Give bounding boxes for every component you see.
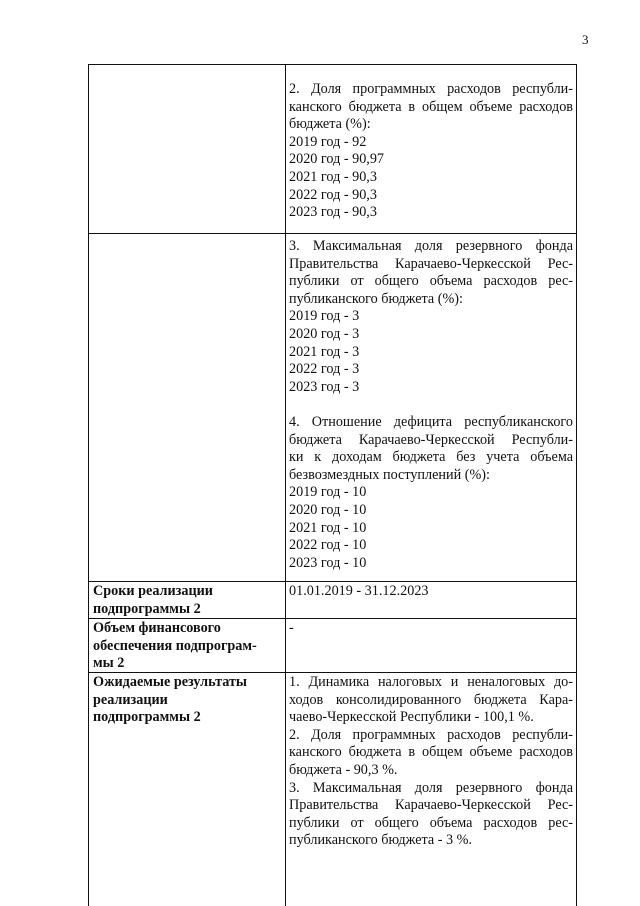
text-line: 4. Отношение дефицита республиканского	[289, 413, 573, 430]
text-line: ходов консолидированного бюджета Кара-	[289, 691, 573, 708]
column-divider	[285, 65, 286, 906]
text-line: безвозмездных поступлений (%):	[289, 466, 490, 483]
text-line: реализации	[93, 691, 168, 708]
text-line: публики от общего объема расходов рес-	[289, 273, 573, 290]
text-line: бюджета - 90,3 %.	[289, 761, 398, 778]
row-divider	[89, 618, 576, 619]
text-line: 2020 год - 3	[289, 325, 360, 342]
text-line: бюджета (%):	[289, 116, 371, 133]
text-line: публиканского бюджета (%):	[289, 290, 463, 307]
row-3-right-cell: 01.01.2019 - 31.12.2023	[289, 583, 429, 599]
text-line: чаево-Черкесской Республики - 100,1 %.	[289, 709, 534, 726]
text-line: Правительства Карачаево-Черкесской Рес-	[289, 797, 573, 814]
row-2-right-cell	[289, 238, 573, 572]
text-line: канского бюджета в общем объеме расходов	[289, 744, 573, 761]
text-line: 2. Доля программных расходов республи-	[289, 726, 573, 743]
text-line: 2023 год - 90,3	[289, 204, 377, 221]
row-divider	[89, 233, 576, 234]
text-line: обеспечения подпрограм-	[93, 637, 257, 654]
text-line: подпрограммы 2	[93, 709, 201, 726]
text-line: публиканского бюджета - 3 %.	[289, 832, 472, 849]
text-line: 2023 год - 3	[289, 378, 360, 395]
row-divider	[89, 581, 576, 582]
text-line: мы 2	[93, 655, 125, 672]
row-divider	[89, 672, 576, 673]
row-5-right-cell	[289, 674, 573, 850]
row-3-left-cell	[93, 583, 283, 618]
text-line: 1. Динамика налоговых и неналоговых до-	[289, 674, 573, 690]
text-line: 3. Максимальная доля резервного фонда	[289, 238, 573, 254]
text-line: 2021 год - 90,3	[289, 168, 377, 185]
text-line: 2019 год - 3	[289, 308, 360, 325]
text-line: 2021 год - 3	[289, 343, 360, 360]
text-line: канского бюджета в общем объеме расходов	[289, 98, 573, 115]
text-line: подпрограммы 2	[93, 600, 201, 617]
text-line: 3. Максимальная доля резервного фонда	[289, 779, 573, 796]
text-line: 2020 год - 10	[289, 501, 367, 518]
row-4-left-cell	[93, 620, 283, 673]
text-line: 2020 год - 90,97	[289, 151, 385, 168]
text-line: Объем финансового	[93, 620, 221, 636]
row-4-right-cell: -	[289, 620, 294, 636]
page-number: 3	[582, 32, 589, 47]
text-line: 2022 год - 90,3	[289, 186, 377, 203]
row-1-right-cell	[289, 81, 573, 222]
text-line: Сроки реализации	[93, 583, 213, 599]
text-line: 2. Доля программных расходов республи-	[289, 81, 573, 97]
text-line: 2022 год - 3	[289, 361, 360, 378]
text-line: 2022 год - 10	[289, 537, 367, 554]
text-line: ки к доходам бюджета без учета объема	[289, 449, 573, 466]
row-5-left-cell	[93, 674, 283, 727]
text-line: публики от общего объема расходов рес-	[289, 814, 573, 831]
text-line: Правительства Карачаево-Черкесской Рес-	[289, 255, 573, 272]
text-line: 2019 год - 10	[289, 484, 367, 501]
text-line: 2023 год - 10	[289, 554, 367, 571]
text-line: Ожидаемые результаты	[93, 674, 247, 690]
text-line: бюджета Карачаево-Черкесской Республи-	[289, 431, 573, 448]
passport-table	[88, 64, 577, 906]
text-line: 2021 год - 10	[289, 519, 367, 536]
text-line: 2019 год - 92	[289, 133, 367, 150]
